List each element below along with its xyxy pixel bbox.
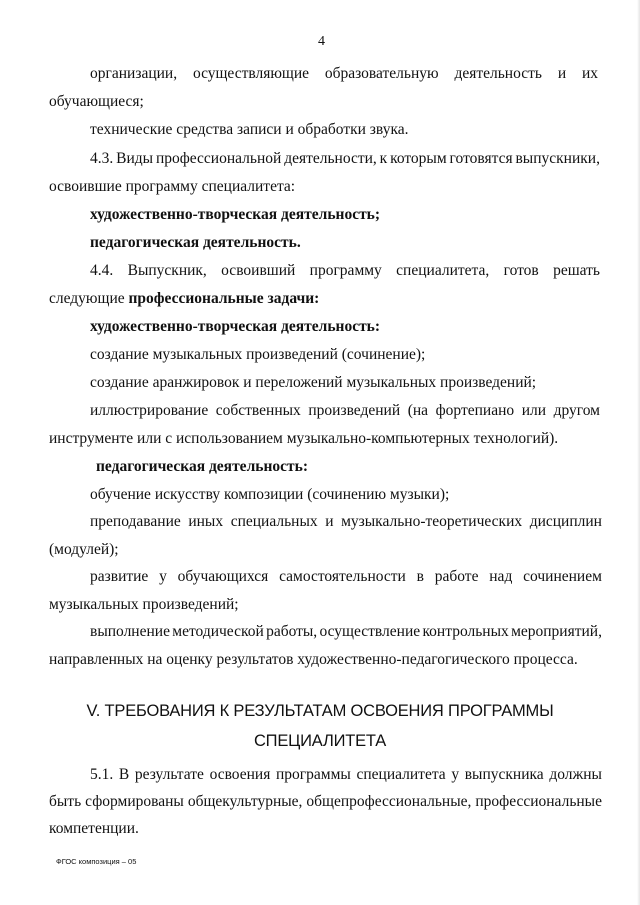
activity-type-2: педагогическая деятельность. [90,234,301,251]
paragraph-4-line-1: 4.4. Выпускник, освоивший программу специалитета, готов решать [90,262,600,279]
list-item: обучение искусству композиции (сочинению музыки); [90,486,450,503]
list-item-line-1: выполнение методической работы, осуществление контрольных мероприятий, [90,623,602,640]
paragraph-3-line-2: освоившие программу специалитета: [49,178,296,195]
list-item-line-2: (модулей); [49,541,119,558]
paragraph-5-line-2: быть сформированы общекультурные, общепрофессиональные, профессиональные [49,793,602,810]
list-item-line-1: преподавание иных специальных и музыкально-теоретических дисциплин [90,513,602,530]
section-heading-line-1: V. ТРЕБОВАНИЯ К РЕЗУЛЬТАТАМ ОСВОЕНИЯ ПРОГРАММЫ [86,702,554,720]
list-item: создание аранжировок и переложений музыкальных произведений; [90,374,537,391]
paragraph-5-line-3: компетенции. [49,820,139,837]
paragraph-4-line-2: следующие профессиональные задачи: [49,290,320,307]
list-item-line-2: направленных на оценку результатов художественно-педагогического процесса. [49,651,578,668]
list-item-line-2: музыкальных произведений; [49,596,239,613]
page-number: 4 [318,34,325,49]
list-item-line-2: инструменте или с использованием музыкально-компьютерных технологий). [49,430,559,447]
list-item-line-1: развитие у обучающихся самостоятельности в работе над сочинением [90,568,602,585]
paragraph-3-line-1: 4.3. Виды профессиональной деятельности, к которым готовятся выпускники, [90,150,600,167]
paragraph-2: технические средства записи и обработки звука. [90,121,409,138]
list-item: создание музыкальных произведений (сочинение); [90,346,426,363]
footer-code: ФГОС композиция – 05 [56,857,137,866]
section-title-creative: художественно-творческая деятельность: [90,318,381,335]
paragraph-5-line-1: 5.1. В результате освоения программы специалитета у выпускника должны [90,766,602,783]
paragraph-1-line-2: обучающиеся; [49,93,144,110]
section-heading-line-2: СПЕЦИАЛИТЕТА [253,732,387,750]
activity-type-1: художественно-творческая деятельность; [90,206,381,223]
section-title-pedagogical: педагогическая деятельность: [96,458,308,475]
list-item-line-1: иллюстрирование собственных произведений (на фортепиано или другом [90,402,600,419]
paragraph-1-line-1: организации, осуществляющие образовательную деятельность и их [90,65,598,82]
